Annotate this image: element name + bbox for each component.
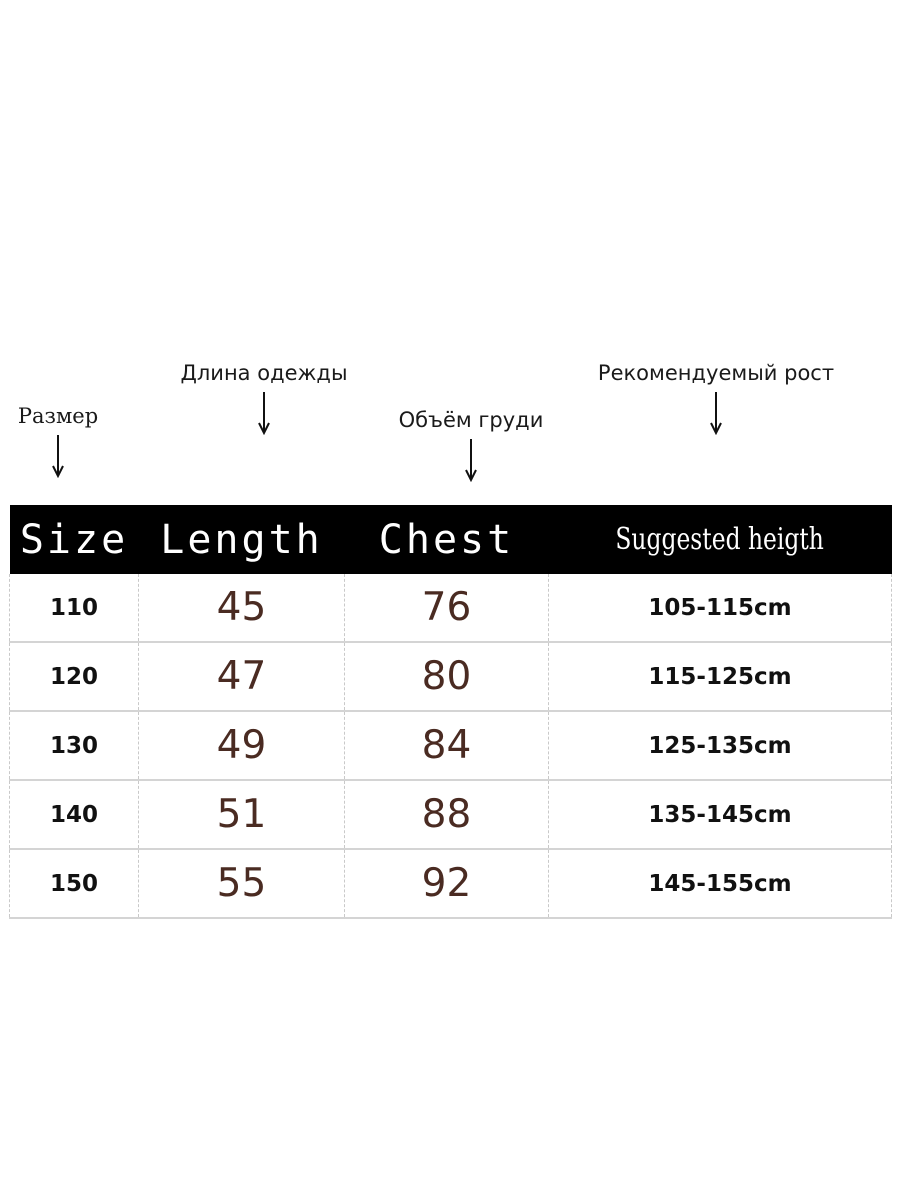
chest-cell: 92 [345,849,549,918]
chest-annotation-label: Объём груди [398,408,544,432]
arrow-down-icon [257,391,271,435]
size-chart-table [9,505,892,919]
height-cell: 145-155cm [549,849,892,918]
height-cell: 135-145cm [549,780,892,849]
table-row [10,780,892,849]
length-cell: 47 [139,642,345,711]
header-size: Size [10,505,139,574]
chest-cell: 80 [345,642,549,711]
length-annotation-label: Длина одежды [180,361,348,385]
size-annotation [10,404,106,478]
height-annotation [574,361,858,435]
size-cell: 120 [10,642,139,711]
table-row [10,642,892,711]
length-cell: 55 [139,849,345,918]
chest-cell: 84 [345,711,549,780]
size-cell: 130 [10,711,139,780]
height-cell: 125-135cm [549,711,892,780]
table-row [10,574,892,642]
arrow-down-icon [709,391,723,435]
header-suggested-height-label: Suggested heigth [615,522,825,557]
size-cell: 110 [10,574,139,642]
height-annotation-label: Рекомендуемый рост [597,361,835,385]
height-cell: 105-115cm [549,574,892,642]
header-length: Length [139,505,345,574]
header-chest: Chest [345,505,549,574]
length-cell: 51 [139,780,345,849]
height-cell: 115-125cm [549,642,892,711]
chest-cell: 76 [345,574,549,642]
size-cell: 140 [10,780,139,849]
header-suggested-height [549,505,892,574]
table-row [10,849,892,918]
size-annotation-label: Размер [17,404,99,428]
size-cell: 150 [10,849,139,918]
table-row [10,711,892,780]
table-header-row [10,505,892,574]
arrow-down-icon [464,438,478,482]
chest-cell: 88 [345,780,549,849]
arrow-down-icon [51,434,65,478]
length-cell: 49 [139,711,345,780]
chest-annotation [386,408,556,482]
length-annotation [166,361,362,435]
length-cell: 45 [139,574,345,642]
